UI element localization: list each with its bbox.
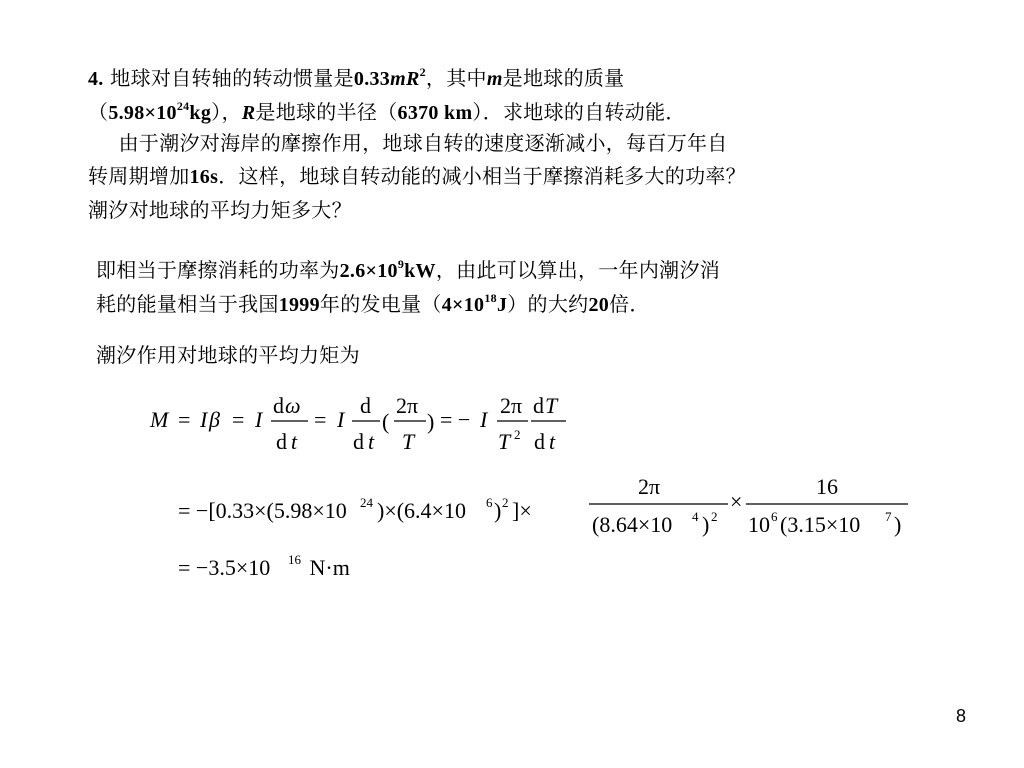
symbol-T: T bbox=[498, 429, 511, 454]
exponent: 2 bbox=[514, 427, 521, 442]
text: （ bbox=[88, 100, 109, 124]
symbol-I: I bbox=[200, 407, 208, 432]
symbol-T: T bbox=[545, 395, 558, 418]
paragraph-line bbox=[88, 127, 746, 160]
formula-row-1 bbox=[149, 395, 566, 454]
unit: kg bbox=[189, 102, 212, 124]
expression-mid: ) bbox=[494, 498, 502, 523]
text: 耗的能量相当于我国 bbox=[96, 292, 279, 316]
power-value: 2.6×10 bbox=[339, 260, 398, 282]
equals-sign: = bbox=[178, 407, 191, 432]
var-R: R bbox=[405, 68, 420, 90]
unit: kW bbox=[404, 260, 436, 282]
exponent: 7 bbox=[885, 509, 892, 524]
right-paren: ) bbox=[427, 409, 435, 434]
formula-row-3 bbox=[178, 552, 350, 580]
text: 是地球的半径（ bbox=[255, 100, 398, 124]
result-unit: N·m bbox=[304, 555, 350, 580]
exponent: 16 bbox=[288, 552, 301, 567]
two-pi: 2π bbox=[500, 395, 523, 418]
page-number: 8 bbox=[955, 706, 966, 726]
var-m: m bbox=[486, 68, 503, 90]
text: 年的发电量（ bbox=[319, 292, 442, 316]
energy-value: 4×10 bbox=[441, 294, 485, 316]
period-increase: 16s bbox=[189, 166, 219, 188]
equals-sign: = bbox=[232, 407, 245, 432]
text: 由于潮汐对海岸的摩擦作用，地球自转的速度逐渐减小，每百万年自 bbox=[118, 131, 728, 155]
paragraph-line bbox=[96, 254, 720, 288]
equals-minus: = − bbox=[440, 407, 471, 432]
fraction-denominator: ) bbox=[702, 512, 710, 537]
equals-sign: = bbox=[314, 407, 327, 432]
symbol-omega: ω bbox=[285, 395, 301, 418]
symbol-I: I bbox=[337, 407, 345, 432]
symbol-M: M bbox=[150, 407, 169, 432]
text: 地球对自转轴的转动惯量是 bbox=[110, 66, 354, 90]
text: 潮汐对地球的平均力矩多大？ bbox=[88, 198, 352, 222]
fraction-denominator: 10 bbox=[748, 512, 770, 537]
formula-row-2 bbox=[178, 474, 908, 537]
times-sign: × bbox=[730, 489, 743, 514]
symbol-I: I bbox=[480, 407, 488, 432]
symbol-I: I bbox=[255, 407, 263, 432]
expression-tail: ]× bbox=[512, 498, 532, 523]
problem-statement bbox=[88, 62, 686, 130]
exponent: 24 bbox=[176, 99, 190, 113]
symbol-t: t bbox=[549, 429, 556, 454]
text: 是地球的质量 bbox=[502, 66, 625, 90]
text: ）．求地球的自转动能． bbox=[472, 100, 686, 124]
differential-d: d bbox=[353, 429, 364, 454]
problem-number: 4. bbox=[88, 68, 104, 90]
symbol-beta: β bbox=[209, 407, 220, 432]
torque-intro bbox=[96, 339, 360, 372]
factor: 20 bbox=[588, 294, 610, 316]
unit: J bbox=[496, 294, 508, 316]
exponent: 2 bbox=[502, 495, 509, 510]
exponent: 2 bbox=[419, 65, 426, 79]
fraction-numerator: 2π bbox=[638, 474, 661, 499]
var-m: m bbox=[390, 68, 406, 90]
fraction-denominator: (8.64×10 bbox=[592, 512, 673, 537]
two-pi: 2π bbox=[396, 395, 419, 418]
year: 1999 bbox=[278, 294, 320, 316]
expression-mid: )×(6.4×10 bbox=[377, 498, 466, 523]
differential-d: d bbox=[360, 395, 371, 418]
problem-line-2 bbox=[88, 96, 686, 130]
exponent: 9 bbox=[397, 257, 405, 271]
inertia-coefficient: 0.33 bbox=[353, 68, 391, 90]
fraction-denominator: ) bbox=[894, 512, 902, 537]
exponent: 24 bbox=[360, 495, 373, 510]
fraction-denominator: (3.15×10 bbox=[780, 512, 861, 537]
earth-radius: 6370 km bbox=[397, 102, 473, 124]
left-paren: ( bbox=[382, 409, 390, 434]
expression-lead: = −[0.33×(5.98×10 bbox=[178, 498, 347, 523]
symbol-t: t bbox=[291, 429, 298, 454]
fraction-numerator: 16 bbox=[816, 474, 838, 499]
power-answer bbox=[96, 254, 720, 322]
earth-mass: 5.98×10 bbox=[108, 102, 177, 124]
text: ．这样，地球自转动能的减小相当于摩擦消耗多大的功率？ bbox=[218, 164, 746, 188]
exponent: 18 bbox=[484, 291, 497, 305]
paragraph-line bbox=[88, 160, 746, 194]
var-R: R bbox=[241, 102, 256, 124]
tidal-question bbox=[88, 127, 746, 227]
result-value: = −3.5×10 bbox=[178, 555, 271, 580]
paragraph-line bbox=[88, 194, 746, 227]
text: ）的大约 bbox=[507, 292, 589, 316]
differential-d: d bbox=[276, 429, 287, 454]
differential-d: d bbox=[273, 395, 284, 418]
text: ）， bbox=[211, 100, 242, 124]
text: 倍． bbox=[609, 292, 650, 316]
paragraph-line bbox=[96, 288, 720, 322]
torque-formula bbox=[148, 395, 948, 595]
exponent: 6 bbox=[486, 495, 493, 510]
differential-d: d bbox=[533, 395, 544, 418]
text: 转周期增加 bbox=[88, 164, 190, 188]
exponent: 6 bbox=[771, 509, 778, 524]
exponent: 2 bbox=[711, 509, 718, 524]
torque-intro-text: 潮汐作用对地球的平均力矩为 bbox=[96, 343, 360, 367]
differential-d: d bbox=[534, 429, 545, 454]
text: 即相当于摩擦消耗的功率为 bbox=[96, 258, 340, 282]
text: ，由此可以算出，一年内潮汐消 bbox=[435, 258, 721, 282]
symbol-T: T bbox=[402, 429, 415, 454]
problem-line-1 bbox=[88, 62, 686, 96]
symbol-t: t bbox=[368, 429, 375, 454]
text: ，其中 bbox=[425, 66, 487, 90]
exponent: 4 bbox=[692, 509, 699, 524]
